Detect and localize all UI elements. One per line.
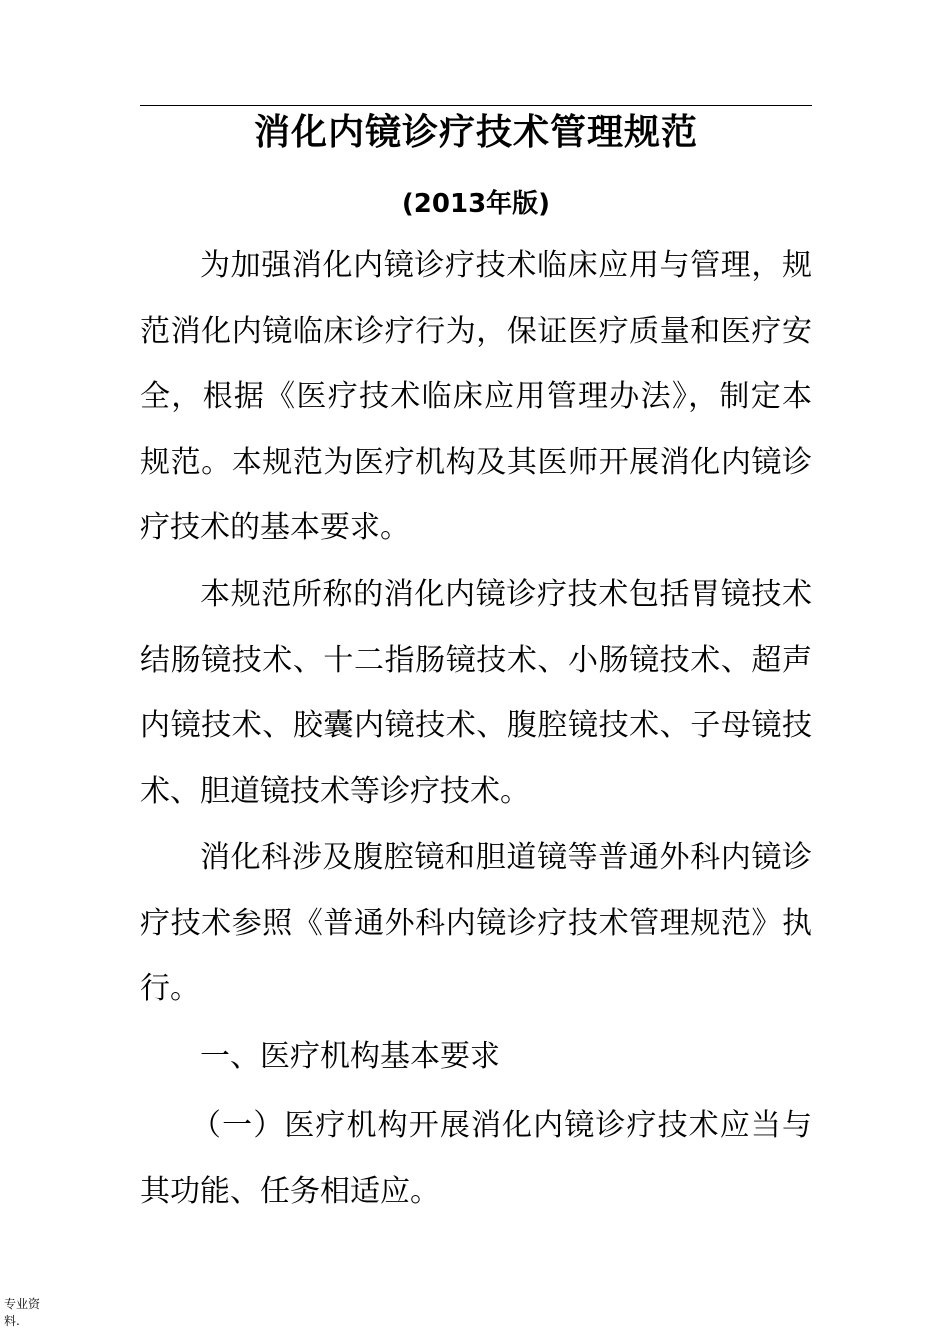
header-rule: [140, 105, 812, 106]
footer-note: 专业资料.: [4, 1297, 41, 1328]
paragraph-scope: 本规范所称的消化内镜诊疗技术包括胃镜技术结肠镜技术、十二指肠镜技术、小肠镜技术、超声内镜技术、胶囊内镜技术、腹腔镜技术、子母镜技术、胆道镜技术等诊疗技术。: [140, 577, 812, 809]
paragraph-intro: 为加强消化内镜诊疗技术临床应用与管理，规范消化内镜临床诊疗行为，保证医疗质量和医疗安全，根据《医疗技术临床应用管理办法》，制定本规范。本规范为医疗机构及其医师开展消化内镜诊疗技术的基本要求。: [140, 248, 812, 545]
document-subtitle: (2013年版): [401, 189, 551, 219]
paragraph-reference: 消化科涉及腹腔镜和胆道镜等普通外科内镜诊疗技术参照《普通外科内镜诊疗技术管理规范》执行。: [140, 840, 812, 1006]
section-heading-1: 一、医疗机构基本要求: [200, 1039, 500, 1074]
document-title: 消化内镜诊疗技术管理规范: [253, 112, 698, 153]
paragraph-item-1: （一）医疗机构开展消化内镜诊疗技术应当与其功能、任务相适应。: [140, 1108, 812, 1209]
